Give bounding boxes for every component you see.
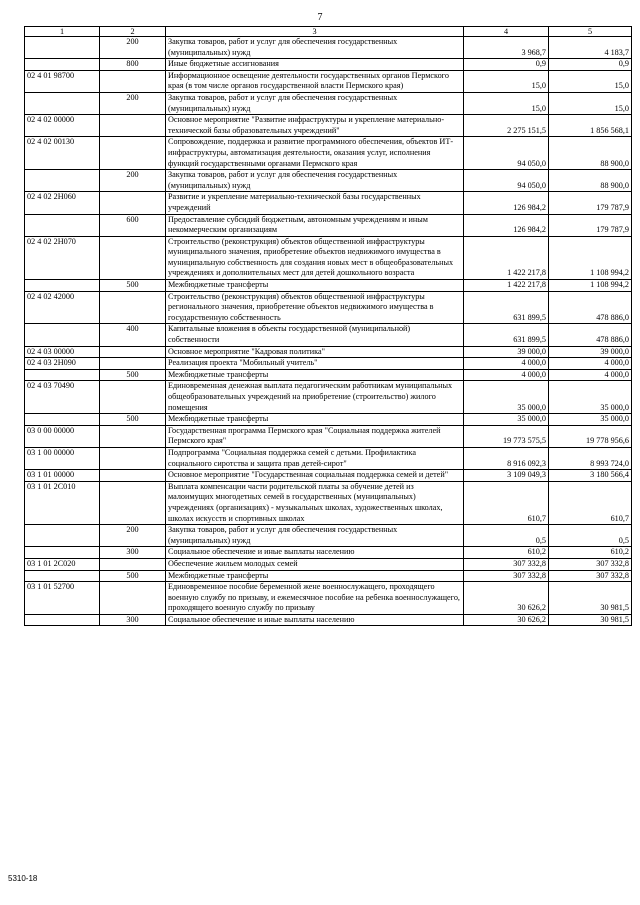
- item-name-cell: Подпрограмма "Социальная поддержка семей с детьми. Профилактика социального сиротства и защита прав детей-сирот": [166, 447, 464, 469]
- amount-col5-cell: 307 332,8: [549, 570, 632, 582]
- item-name-cell: Основное мероприятие "Развитие инфраструктуры и укрепление материально-технической базы образовательных учреждений": [166, 115, 464, 137]
- expense-type-cell: 200: [100, 525, 166, 547]
- expense-type-cell: [100, 137, 166, 170]
- amount-col5-cell: 88 900,0: [549, 170, 632, 192]
- amount-col5-cell: 610,2: [549, 547, 632, 559]
- expense-type-cell: [100, 192, 166, 214]
- amount-col4-cell: 8 916 092,3: [464, 447, 549, 469]
- target-code-cell: [25, 547, 100, 559]
- target-code-cell: 02 4 02 2Н060: [25, 192, 100, 214]
- target-code-cell: 03 1 00 00000: [25, 447, 100, 469]
- expense-type-cell: 500: [100, 280, 166, 292]
- amount-col4-cell: 3 109 049,3: [464, 470, 549, 482]
- expense-type-cell: 300: [100, 614, 166, 626]
- expense-type-cell: [100, 346, 166, 358]
- amount-col4-cell: 30 626,2: [464, 614, 549, 626]
- expense-type-cell: [100, 70, 166, 92]
- table-row: [25, 558, 632, 570]
- table-row: [25, 414, 632, 426]
- target-code-cell: 02 4 02 2Н070: [25, 236, 100, 279]
- expense-type-cell: [100, 425, 166, 447]
- expense-type-cell: [100, 582, 166, 615]
- amount-col5-cell: 30 981,5: [549, 614, 632, 626]
- amount-col5-cell: 1 856 568,1: [549, 115, 632, 137]
- amount-col5-cell: 15,0: [549, 92, 632, 114]
- expense-type-cell: [100, 115, 166, 137]
- target-code-cell: 02 4 02 00130: [25, 137, 100, 170]
- target-code-cell: [25, 92, 100, 114]
- amount-col5-cell: 179 787,9: [549, 192, 632, 214]
- table-row: [25, 547, 632, 559]
- item-name-cell: Социальное обеспечение и иные выплаты населению: [166, 547, 464, 559]
- table-row: [25, 369, 632, 381]
- amount-col4-cell: 15,0: [464, 92, 549, 114]
- column-header: 2: [100, 27, 166, 37]
- amount-col5-cell: 307 332,8: [549, 558, 632, 570]
- item-name-cell: Развитие и укрепление материально-технической базы государственных учреждений: [166, 192, 464, 214]
- expense-type-cell: 500: [100, 369, 166, 381]
- amount-col5-cell: 4 000,0: [549, 369, 632, 381]
- amount-col4-cell: 4 000,0: [464, 358, 549, 370]
- table-row: [25, 358, 632, 370]
- expense-type-cell: 600: [100, 214, 166, 236]
- item-name-cell: Информационное освещение деятельности государственных органов Пермского края (в том числе органов государственной власти Пермского края): [166, 70, 464, 92]
- expense-type-cell: 500: [100, 414, 166, 426]
- item-name-cell: Закупка товаров, работ и услуг для обеспечения государственных (муниципальных) нужд: [166, 92, 464, 114]
- expense-type-cell: 300: [100, 547, 166, 559]
- item-name-cell: Основное мероприятие "Государственная социальная поддержка семей и детей": [166, 470, 464, 482]
- table-row: [25, 214, 632, 236]
- target-code-cell: [25, 525, 100, 547]
- amount-col4-cell: 631 899,5: [464, 291, 549, 324]
- amount-col4-cell: 126 984,2: [464, 192, 549, 214]
- amount-col5-cell: 8 993 724,0: [549, 447, 632, 469]
- target-code-cell: [25, 214, 100, 236]
- amount-col5-cell: 0,5: [549, 525, 632, 547]
- column-header: 5: [549, 27, 632, 37]
- table-row: [25, 92, 632, 114]
- item-name-cell: Выплата компенсации части родительской платы за обучение детей из малоимущих многодетных семей в государственных (муниципальных) учреждениях (организациях) - музыкальных школах, художественных школах, школах искусств и спортивных школах: [166, 481, 464, 524]
- amount-col5-cell: 4 183,7: [549, 37, 632, 59]
- amount-col4-cell: 1 422 217,8: [464, 236, 549, 279]
- amount-col5-cell: 35 000,0: [549, 414, 632, 426]
- item-name-cell: Закупка товаров, работ и услуг для обеспечения государственных (муниципальных) нужд: [166, 170, 464, 192]
- amount-col4-cell: 30 626,2: [464, 582, 549, 615]
- amount-col5-cell: 1 108 994,2: [549, 280, 632, 292]
- item-name-cell: Единовременное пособие беременной жене военнослужащего, проходящего военную службу по призыву, и ежемесячное пособие на ребенка военнослужащего, проходящего военную службу по призыву: [166, 582, 464, 615]
- item-name-cell: Предоставление субсидий бюджетным, автономным учреждениям и иным некоммерческим организациям: [166, 214, 464, 236]
- table-row: [25, 481, 632, 524]
- expense-type-cell: 200: [100, 170, 166, 192]
- amount-col4-cell: 39 000,0: [464, 346, 549, 358]
- table-row: [25, 324, 632, 346]
- table-row: [25, 236, 632, 279]
- item-name-cell: Единовременная денежная выплата педагогическим работникам муниципальных общеобразовательных учреждений на приобретение (строительство) жилого помещения: [166, 381, 464, 414]
- amount-col5-cell: 19 778 956,6: [549, 425, 632, 447]
- item-name-cell: Межбюджетные трансферты: [166, 369, 464, 381]
- page-number: 7: [317, 12, 323, 23]
- amount-col5-cell: 179 787,9: [549, 214, 632, 236]
- amount-col5-cell: 610,7: [549, 481, 632, 524]
- target-code-cell: [25, 59, 100, 71]
- table-header-row: [25, 27, 632, 37]
- expense-type-cell: [100, 558, 166, 570]
- table-row: [25, 137, 632, 170]
- table-row: [25, 192, 632, 214]
- item-name-cell: Иные бюджетные ассигнования: [166, 59, 464, 71]
- target-code-cell: 02 4 03 70490: [25, 381, 100, 414]
- target-code-cell: [25, 369, 100, 381]
- expense-type-cell: [100, 447, 166, 469]
- target-code-cell: [25, 37, 100, 59]
- item-name-cell: Социальное обеспечение и иные выплаты населению: [166, 614, 464, 626]
- amount-col5-cell: 1 108 994,2: [549, 236, 632, 279]
- amount-col5-cell: 478 886,0: [549, 324, 632, 346]
- amount-col4-cell: 631 899,5: [464, 324, 549, 346]
- item-name-cell: Обеспечение жильем молодых семей: [166, 558, 464, 570]
- column-header: 4: [464, 27, 549, 37]
- target-code-cell: 03 1 01 52700: [25, 582, 100, 615]
- item-name-cell: Межбюджетные трансферты: [166, 414, 464, 426]
- table-row: [25, 470, 632, 482]
- expense-type-cell: 200: [100, 92, 166, 114]
- amount-col4-cell: 307 332,8: [464, 570, 549, 582]
- amount-col4-cell: 1 422 217,8: [464, 280, 549, 292]
- target-code-cell: [25, 570, 100, 582]
- table-row: [25, 381, 632, 414]
- column-header: 3: [166, 27, 464, 37]
- amount-col5-cell: 478 886,0: [549, 291, 632, 324]
- item-name-cell: Закупка товаров, работ и услуг для обеспечения государственных (муниципальных) нужд: [166, 525, 464, 547]
- expense-type-cell: [100, 358, 166, 370]
- target-code-cell: [25, 324, 100, 346]
- target-code-cell: [25, 280, 100, 292]
- expense-type-cell: 500: [100, 570, 166, 582]
- amount-col5-cell: 39 000,0: [549, 346, 632, 358]
- amount-col4-cell: 0,9: [464, 59, 549, 71]
- item-name-cell: Закупка товаров, работ и услуг для обеспечения государственных (муниципальных) нужд: [166, 37, 464, 59]
- amount-col4-cell: 0,5: [464, 525, 549, 547]
- item-name-cell: Межбюджетные трансферты: [166, 280, 464, 292]
- amount-col5-cell: 35 000,0: [549, 381, 632, 414]
- expense-type-cell: [100, 381, 166, 414]
- amount-col5-cell: 30 981,5: [549, 582, 632, 615]
- amount-col4-cell: 94 050,0: [464, 137, 549, 170]
- expense-type-cell: 400: [100, 324, 166, 346]
- amount-col4-cell: 4 000,0: [464, 369, 549, 381]
- target-code-cell: 02 4 03 2Н090: [25, 358, 100, 370]
- table-row: [25, 614, 632, 626]
- table-row: [25, 582, 632, 615]
- table-row: [25, 447, 632, 469]
- expense-type-cell: [100, 470, 166, 482]
- item-name-cell: Строительство (реконструкция) объектов общественной инфраструктуры муниципального значения, приобретение объектов недвижимого имущества в муниципальную собственность для создания новых мест в общеобразовательных учреждениях и дополнительных мест для детей дошкольного возраста: [166, 236, 464, 279]
- table-row: [25, 59, 632, 71]
- table-row: [25, 570, 632, 582]
- document-code: 5310-18: [8, 874, 38, 883]
- table-row: [25, 70, 632, 92]
- amount-col4-cell: 307 332,8: [464, 558, 549, 570]
- expense-type-cell: [100, 236, 166, 279]
- table-row: [25, 280, 632, 292]
- amount-col5-cell: 15,0: [549, 70, 632, 92]
- item-name-cell: Сопровождение, поддержка и развитие программного обеспечения, объектов ИТ-инфраструктуры, автоматизация деятельности, оказания услуг, исполнения функций государственными органами Пермского края: [166, 137, 464, 170]
- table-row: [25, 291, 632, 324]
- target-code-cell: [25, 614, 100, 626]
- amount-col4-cell: 35 000,0: [464, 414, 549, 426]
- column-header: 1: [25, 27, 100, 37]
- amount-col4-cell: 94 050,0: [464, 170, 549, 192]
- target-code-cell: 03 1 01 00000: [25, 470, 100, 482]
- amount-col5-cell: 88 900,0: [549, 137, 632, 170]
- amount-col4-cell: 610,7: [464, 481, 549, 524]
- item-name-cell: Государственная программа Пермского края "Социальная поддержка жителей Пермского края": [166, 425, 464, 447]
- target-code-cell: [25, 170, 100, 192]
- target-code-cell: 02 4 02 00000: [25, 115, 100, 137]
- target-code-cell: 03 1 01 2С020: [25, 558, 100, 570]
- target-code-cell: [25, 414, 100, 426]
- amount-col4-cell: 3 968,7: [464, 37, 549, 59]
- amount-col4-cell: 610,2: [464, 547, 549, 559]
- budget-table: [24, 26, 632, 626]
- table-row: [25, 525, 632, 547]
- amount-col4-cell: 35 000,0: [464, 381, 549, 414]
- table-row: [25, 115, 632, 137]
- amount-col4-cell: 19 773 575,5: [464, 425, 549, 447]
- expense-type-cell: 200: [100, 37, 166, 59]
- amount-col4-cell: 15,0: [464, 70, 549, 92]
- target-code-cell: 03 1 01 2С010: [25, 481, 100, 524]
- table-row: [25, 425, 632, 447]
- expense-type-cell: [100, 291, 166, 324]
- table-row: [25, 346, 632, 358]
- amount-col4-cell: 2 275 151,5: [464, 115, 549, 137]
- table-row: [25, 37, 632, 59]
- amount-col4-cell: 126 984,2: [464, 214, 549, 236]
- item-name-cell: Строительство (реконструкция) объектов общественной инфраструктуры регионального значения, приобретение объектов недвижимого имущества в государственную собственность: [166, 291, 464, 324]
- expense-type-cell: [100, 481, 166, 524]
- target-code-cell: 02 4 03 00000: [25, 346, 100, 358]
- target-code-cell: 03 0 00 00000: [25, 425, 100, 447]
- item-name-cell: Основное мероприятие "Кадровая политика": [166, 346, 464, 358]
- amount-col5-cell: 3 180 566,4: [549, 470, 632, 482]
- amount-col5-cell: 0,9: [549, 59, 632, 71]
- expense-type-cell: 800: [100, 59, 166, 71]
- table-row: [25, 170, 632, 192]
- item-name-cell: Реализация проекта "Мобильный учитель": [166, 358, 464, 370]
- item-name-cell: Межбюджетные трансферты: [166, 570, 464, 582]
- target-code-cell: 02 4 02 42000: [25, 291, 100, 324]
- item-name-cell: Капитальные вложения в объекты государственной (муниципальной) собственности: [166, 324, 464, 346]
- target-code-cell: 02 4 01 98700: [25, 70, 100, 92]
- amount-col5-cell: 4 000,0: [549, 358, 632, 370]
